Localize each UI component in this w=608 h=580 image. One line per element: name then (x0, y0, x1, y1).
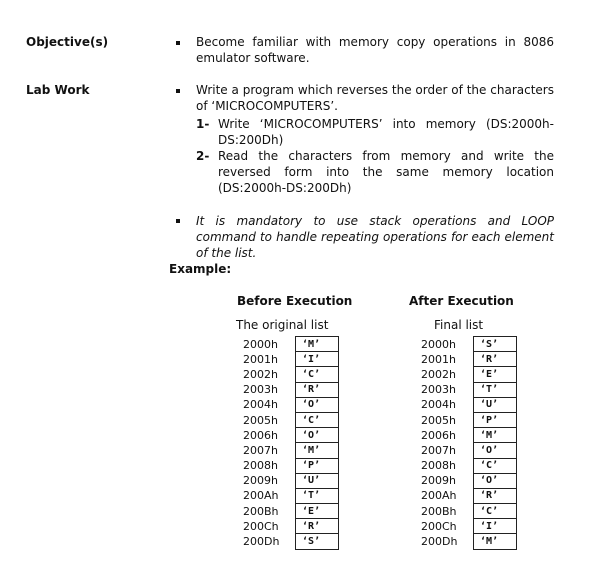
memory-value: ‘O’ (296, 428, 339, 443)
memory-value: ‘E’ (474, 367, 517, 382)
table-row (415, 504, 517, 519)
memory-value: ‘C’ (296, 412, 339, 427)
step-text: Write ‘MICROCOMPUTERS’ into memory (DS:2000h-DS:200Dh) (218, 117, 554, 147)
before-subtitle: The original list (236, 318, 329, 332)
memory-value: ‘R’ (296, 382, 339, 397)
memory-value: ‘P’ (296, 458, 339, 473)
lab-work-note: It is mandatory to use stack operations and LOOP command to handle repeating operations for each element of the list. (196, 214, 554, 260)
table-row (415, 458, 517, 473)
table-row (415, 519, 517, 534)
table-row (415, 428, 517, 443)
memory-address: 2009h (243, 474, 278, 488)
memory-value: ‘R’ (296, 519, 339, 534)
table-row (237, 382, 339, 397)
memory-address: 200Bh (421, 504, 457, 518)
table-row (237, 443, 339, 458)
memory-address: 2007h (243, 443, 278, 457)
memory-address: 2004h (421, 398, 456, 412)
bullet-icon (176, 41, 180, 45)
memory-address: 2003h (243, 383, 278, 397)
after-subtitle: Final list (434, 318, 484, 332)
objective-text: Become familiar with memory copy operations in 8086 emulator software. (196, 35, 554, 65)
memory-address: 2006h (421, 428, 456, 442)
memory-address: 2004h (243, 398, 278, 412)
table-row (237, 337, 339, 352)
memory-value: ‘E’ (296, 504, 339, 519)
lab-work-label: Lab Work (26, 83, 90, 97)
table-row (237, 534, 339, 549)
memory-value: ‘I’ (296, 352, 339, 367)
table-row (415, 337, 517, 352)
memory-address: 2000h (243, 337, 278, 351)
memory-address: 2000h (421, 337, 456, 351)
lab-work-intro: Write a program which reverses the order of the characters of ‘MICROCOMPUTERS’. (196, 83, 554, 113)
memory-address: 2003h (421, 383, 456, 397)
table-row (415, 397, 517, 412)
memory-value: ‘T’ (296, 488, 339, 503)
memory-value: ‘I’ (474, 519, 517, 534)
memory-address: 200Ch (421, 519, 457, 533)
table-row (415, 534, 517, 549)
memory-value: ‘R’ (474, 488, 517, 503)
after-memory-table (415, 336, 517, 550)
memory-value: ‘M’ (296, 337, 339, 352)
memory-value: ‘O’ (296, 397, 339, 412)
memory-value: ‘C’ (474, 504, 517, 519)
bullet-icon (176, 89, 180, 93)
step-number: 1- (196, 117, 210, 131)
memory-address: 200Dh (421, 535, 458, 549)
memory-address: 2005h (421, 413, 456, 427)
memory-address: 2009h (421, 474, 456, 488)
objective-label: Objective(s) (26, 35, 109, 49)
memory-value: ‘M’ (296, 443, 339, 458)
before-memory-table (237, 336, 339, 550)
memory-address: 200Dh (243, 535, 280, 549)
table-row (415, 488, 517, 503)
step-text: Read the characters from memory and write the reversed form into the same memory location (DS:2000h-DS:200Dh) (218, 149, 554, 195)
memory-address: 2005h (243, 413, 278, 427)
memory-address: 2008h (421, 459, 456, 473)
table-row (237, 519, 339, 534)
table-row (415, 367, 517, 382)
memory-value: ‘M’ (474, 428, 517, 443)
table-row (237, 367, 339, 382)
memory-address: 2001h (243, 352, 278, 366)
memory-value: ‘O’ (474, 473, 517, 488)
table-row (415, 352, 517, 367)
table-row (237, 428, 339, 443)
memory-value: ‘P’ (474, 412, 517, 427)
memory-address: 2002h (421, 367, 456, 381)
before-title: Before Execution (237, 294, 353, 308)
memory-value: ‘O’ (474, 443, 517, 458)
table-row (415, 443, 517, 458)
memory-address: 2002h (243, 367, 278, 381)
memory-address: 200Bh (243, 504, 279, 518)
table-row (237, 397, 339, 412)
memory-value: ‘U’ (296, 473, 339, 488)
memory-value: ‘S’ (474, 337, 517, 352)
memory-value: ‘M’ (474, 534, 517, 549)
memory-value: ‘C’ (474, 458, 517, 473)
memory-address: 2001h (421, 352, 456, 366)
table-row (237, 473, 339, 488)
memory-address: 2008h (243, 459, 278, 473)
after-title: After Execution (409, 294, 514, 308)
memory-address: 200Ch (243, 519, 279, 533)
table-row (415, 473, 517, 488)
memory-value: ‘C’ (296, 367, 339, 382)
memory-address: 200Ah (421, 489, 457, 503)
memory-value: ‘T’ (474, 382, 517, 397)
step-number: 2- (196, 149, 210, 163)
table-row (415, 382, 517, 397)
bullet-icon (176, 219, 180, 223)
example-label: Example: (169, 262, 232, 276)
memory-address: 200Ah (243, 489, 279, 503)
memory-value: ‘S’ (296, 534, 339, 549)
memory-address: 2007h (421, 443, 456, 457)
table-row (237, 458, 339, 473)
table-row (237, 504, 339, 519)
table-row (237, 352, 339, 367)
memory-value: ‘U’ (474, 397, 517, 412)
table-row (415, 412, 517, 427)
memory-value: ‘R’ (474, 352, 517, 367)
table-row (237, 412, 339, 427)
memory-address: 2006h (243, 428, 278, 442)
table-row (237, 488, 339, 503)
